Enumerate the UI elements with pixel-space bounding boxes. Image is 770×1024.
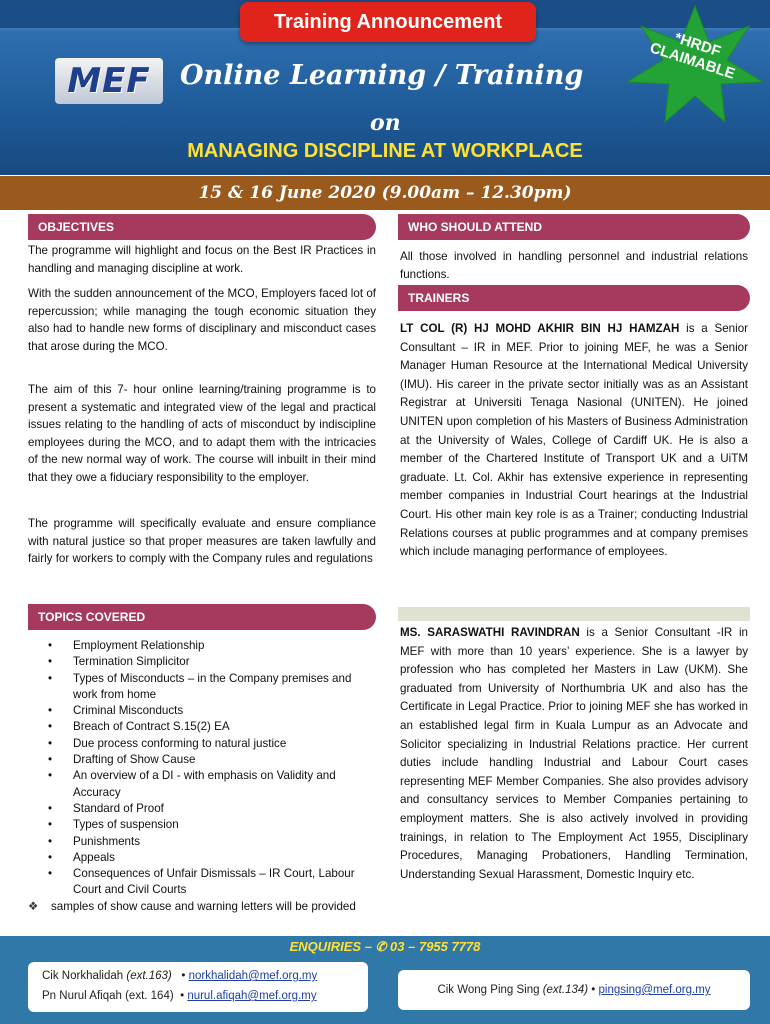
contact-1-name: Cik Norkhalidah — [42, 970, 127, 982]
topics-heading: TOPICS COVERED — [28, 604, 376, 630]
trainer-1-name: LT COL (R) HJ MOHD AKHIR BIN HJ HAMZAH — [400, 322, 680, 335]
diamond-bullet-icon: ❖ — [28, 899, 39, 913]
topic-item: • Types of suspension — [48, 817, 378, 833]
contact-row-2 — [42, 986, 368, 1006]
objectives-paragraph-3: The aim of this 7- hour online learning/training programme is to present a systematic and integrated view of the legal and practical issues relating to the handling of acts of misconduct by indiscipline employees during the MCO, and to adapt them with the intricacies of the new normal way of work. The course will inbuilt in their mind that they owe a fiduciary responsibility to the employer. — [28, 383, 376, 484]
topic-item: • Appeals — [48, 850, 378, 866]
contact-box-left — [28, 962, 368, 1012]
contact-3-ext: (ext.134) — [542, 984, 589, 996]
contact-2-email-link[interactable]: nurul.afiqah@mef.org.my — [187, 990, 317, 1002]
section-divider — [398, 607, 750, 621]
title-line-1: Online Learning / Training — [180, 60, 584, 91]
topic-item: • Criminal Misconducts — [48, 703, 378, 719]
topic-item: • Drafting of Show Cause — [48, 752, 378, 768]
contact-row-3 — [398, 970, 750, 1010]
announcement-banner: Training Announcement — [240, 2, 536, 42]
trainer-2-bio — [400, 624, 748, 884]
mef-logo — [55, 58, 163, 104]
objectives-paragraph-2: With the sudden announcement of the MCO, Employers faced lot of repercussion; while managing the tough economic situation they also had to handle new forms of disciplinary and misconduct cases that arose during the MCO. — [28, 287, 376, 353]
contact-3-email-link[interactable]: pingsing@mef.org.my — [598, 984, 711, 996]
bullet: • — [591, 984, 596, 996]
objectives-paragraph-1: The programme will highlight and focus on the Best IR Practices in handling and managing discipline at work. — [28, 244, 376, 275]
trainer-1-bio-text: is a Senior Consultant – IR in MEF. Prior to joining MEF, he was a Senior Manager Human Resource at the International Medical University (IMU). His career in the private sector initially was as an Assistant Registrar at Universiti Tenaga Nasional (UNITEN). He joined UNITEN upon completion of his Masters of Business Administration at the University of Wales, College of Cardiff UK. He is also a member of the Chartered Institute of Transport UK and a UiTM graduate. Lt. Col. Akhir has extensive experience in representing member companies in Industrial Court hearings at the Industrial Court. His other main key role is as a Trainer; conducting Industrial Relations courses at public programmes and at company premises which include managing performance of employees. — [400, 322, 748, 559]
contact-1-ext: (ext.163) — [126, 970, 172, 982]
enquiries-line: ENQUIRIES – ✆ 03 – 7955 7778 — [289, 939, 481, 954]
topic-item: • Due process conforming to natural justice — [48, 736, 378, 752]
topics-list — [28, 638, 378, 915]
contact-3-name: Cik Wong Ping Sing — [437, 984, 543, 996]
trainer-2-name: MS. SARASWATHI RAVINDRAN — [400, 626, 580, 639]
topic-item: • Termination Simplicitor — [48, 654, 378, 670]
topic-item: • Standard of Proof — [48, 801, 378, 817]
contact-row-1 — [42, 966, 368, 986]
topic-item: • Consequences of Unfair Dismissals – IR Court, Labour Court and Civil Courts — [48, 866, 378, 899]
bullet: • — [181, 970, 186, 982]
bullet: • — [180, 990, 185, 1002]
who-should-attend-text: All those involved in handling personnel and industrial relations functions. — [400, 250, 748, 281]
objectives-heading: OBJECTIVES — [28, 214, 376, 240]
contact-1-email-link[interactable]: norkhalidah@mef.org.my — [188, 970, 318, 982]
topic-item: • Punishments — [48, 834, 378, 850]
trainer-2-bio-text: is a Senior Consultant -IR in MEF with more than 10 years’ experience. She is a lawyer by profession who has completed her Masters in Law (UKM). She graduated from University of Northumbria UK and also has the Certificate in Legal Practice. Prior to joining MEF she has worked in an established legal firm in Kuala Lumpur as an Advocate and Solicitor specializing in Industrial Relations practice. Her current duties include handling Industrial and Labour Court cases representing MEF Member Companies. She also provides advisory and consultancy services to Member Companies pertaining to employment matters. She is also actively involved in providing trainings, in relation to The Employment Act 1955, Disciplinary Procedures, Managing Probationers, Handling Termination, Understanding Sexual Harassment, Domestic Inquiry etc. — [400, 626, 748, 881]
topic-item: • Types of Misconducts – in the Company premises and work from home — [48, 671, 378, 704]
hrdf-badge-text: *HRDF CLAIMABLE — [647, 29, 737, 83]
trainer-1-bio — [400, 320, 748, 562]
contact-2-name: Pn Nurul Afiqah (ext. 164) — [42, 990, 174, 1002]
topic-item: • An overview of a DI - with emphasis on Validity and Accuracy — [48, 768, 378, 801]
logo-text: MEF — [67, 61, 151, 101]
topics-extra-item — [28, 899, 378, 915]
date-band: 15 & 16 June 2020 (9.00am – 12.30pm) — [0, 176, 770, 210]
topic-item: • Employment Relationship — [48, 638, 378, 654]
course-title: MANAGING DISCIPLINE AT WORKPLACE — [187, 140, 583, 162]
trainers-heading: TRAINERS — [398, 285, 750, 311]
contact-box-right — [398, 970, 750, 1010]
title-line-2: on — [370, 110, 401, 136]
objectives-paragraph-4: The programme will specifically evaluate and ensure compliance with natural justice so that proper measures are taken lawfully and fairly for workers to comply with the Company rules and regulations — [28, 517, 376, 565]
who-should-attend-heading: WHO SHOULD ATTEND — [398, 214, 750, 240]
topics-extra-text: samples of show cause and warning letters will be provided — [51, 899, 356, 913]
topic-item: • Breach of Contract S.15(2) EA — [48, 719, 378, 735]
